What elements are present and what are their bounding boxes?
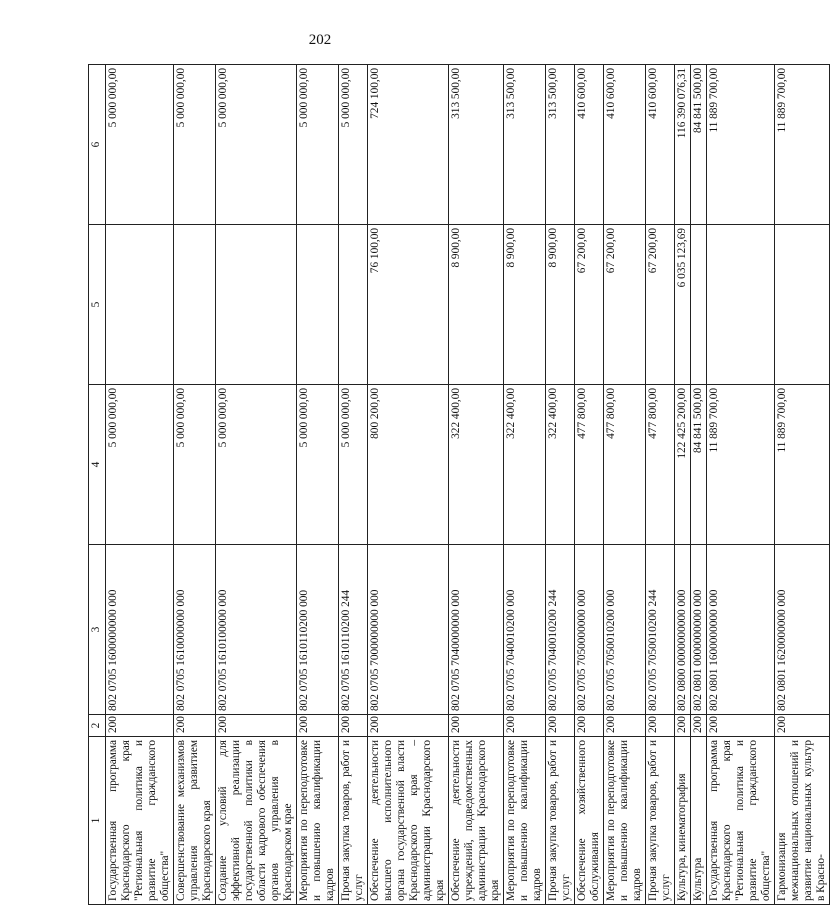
row-category: 200 <box>339 715 368 737</box>
row-col4: 84 841 500,00 <box>691 385 707 545</box>
row-col4: 322 400,00 <box>504 385 546 545</box>
row-col6: 410 600,00 <box>646 65 675 225</box>
row-code: 802 0800 0000000000 000 <box>675 545 691 715</box>
table-row <box>604 65 646 905</box>
row-col6: 313 500,00 <box>449 65 504 225</box>
row-col4: 477 800,00 <box>604 385 646 545</box>
row-col5: 67 200,00 <box>575 225 604 385</box>
row-col6: 410 600,00 <box>575 65 604 225</box>
row-code: 802 0801 1600000000 000 <box>707 545 775 715</box>
header-col-3: 3 <box>89 545 106 715</box>
row-col6: 5 000 000,00 <box>174 65 216 225</box>
row-name: Мероприятия по переподготовке и повышению квалификации кадров <box>297 737 339 905</box>
row-col6: 410 600,00 <box>604 65 646 225</box>
row-category: 200 <box>604 715 646 737</box>
row-name: Обеспечение деятельности учреждений, подведомственных администрации Краснодарского края <box>449 737 504 905</box>
row-code: 802 0801 0000000000 000 <box>691 545 707 715</box>
row-col5 <box>216 225 297 385</box>
row-col4: 5 000 000,00 <box>297 385 339 545</box>
row-name: Гармонизация межнациональных отношений и развитие национальных культур в Красно- <box>775 737 830 905</box>
table-row <box>216 65 297 905</box>
table-row <box>675 65 691 905</box>
table-row <box>106 65 174 905</box>
budget-table <box>88 64 830 905</box>
row-col4: 322 400,00 <box>546 385 575 545</box>
row-category: 200 <box>575 715 604 737</box>
row-name: Прочая закупка товаров, работ и услуг <box>546 737 575 905</box>
row-name: Прочая закупка товаров, работ и услуг <box>339 737 368 905</box>
table-row <box>368 65 449 905</box>
row-col5 <box>297 225 339 385</box>
row-col6: 11 889 700,00 <box>707 65 775 225</box>
row-col6: 116 390 076,31 <box>675 65 691 225</box>
row-col6: 84 841 500,00 <box>691 65 707 225</box>
row-category: 200 <box>449 715 504 737</box>
row-col5 <box>174 225 216 385</box>
row-category: 200 <box>174 715 216 737</box>
header-col-1: 1 <box>89 737 106 905</box>
page-number: 202 <box>308 32 332 48</box>
table-row <box>707 65 775 905</box>
header-row <box>89 65 106 905</box>
row-category: 200 <box>216 715 297 737</box>
row-code: 802 0705 1610110200 000 <box>297 545 339 715</box>
row-code: 802 0705 1610100000 000 <box>216 545 297 715</box>
row-col5: 67 200,00 <box>604 225 646 385</box>
row-col5 <box>691 225 707 385</box>
row-code: 802 0801 1620000000 000 <box>775 545 830 715</box>
row-code: 802 0705 7050010200 000 <box>604 545 646 715</box>
row-col6: 313 500,00 <box>546 65 575 225</box>
table-row <box>691 65 707 905</box>
row-col6: 5 000 000,00 <box>216 65 297 225</box>
row-name: Культура <box>691 737 707 905</box>
row-col4: 322 400,00 <box>449 385 504 545</box>
row-col4: 800 200,00 <box>368 385 449 545</box>
row-col4: 477 800,00 <box>575 385 604 545</box>
table-row <box>174 65 216 905</box>
row-col5: 8 900,00 <box>504 225 546 385</box>
row-name: Создание условий для эффективной реализации государственной политики в области кадрового обеспечения органов управления в Краснодарском крае <box>216 737 297 905</box>
row-col6: 5 000 000,00 <box>297 65 339 225</box>
row-col5 <box>707 225 775 385</box>
row-col6: 11 889 700,00 <box>775 65 830 225</box>
table-row <box>449 65 504 905</box>
row-col5 <box>106 225 174 385</box>
row-code: 802 0705 7050000000 000 <box>575 545 604 715</box>
row-code: 802 0705 1610000000 000 <box>174 545 216 715</box>
row-code: 802 0705 7050010200 244 <box>646 545 675 715</box>
row-category: 200 <box>368 715 449 737</box>
row-col5: 8 900,00 <box>546 225 575 385</box>
row-name: Обеспечение хозяйственного обслуживания <box>575 737 604 905</box>
row-category: 200 <box>646 715 675 737</box>
row-category: 200 <box>691 715 707 737</box>
header-col-5: 5 <box>89 225 106 385</box>
row-category: 200 <box>504 715 546 737</box>
row-col4: 5 000 000,00 <box>174 385 216 545</box>
row-category: 200 <box>675 715 691 737</box>
row-category: 200 <box>297 715 339 737</box>
row-col6: 313 500,00 <box>504 65 546 225</box>
row-code: 802 0705 1600000000 000 <box>106 545 174 715</box>
row-col6: 5 000 000,00 <box>106 65 174 225</box>
row-category: 200 <box>546 715 575 737</box>
row-col4: 5 000 000,00 <box>339 385 368 545</box>
row-name: Культура, кинематография <box>675 737 691 905</box>
budget-table-rotated <box>88 65 827 905</box>
row-code: 802 0705 7040010200 244 <box>546 545 575 715</box>
table-row <box>575 65 604 905</box>
row-category: 200 <box>707 715 775 737</box>
header-col-6: 6 <box>89 65 106 225</box>
row-name: Прочая закупка товаров, работ и услуг <box>646 737 675 905</box>
row-category: 200 <box>106 715 174 737</box>
row-category: 200 <box>775 715 830 737</box>
row-col4: 11 889 700,00 <box>775 385 830 545</box>
table-body <box>106 65 830 905</box>
row-col5: 67 200,00 <box>646 225 675 385</box>
table-row <box>297 65 339 905</box>
row-name: Мероприятия по переподготовке и повышению квалификации кадров <box>504 737 546 905</box>
row-col4: 477 800,00 <box>646 385 675 545</box>
row-name: Совершенствование механизмов управления развитием Краснодарского края <box>174 737 216 905</box>
header-col-4: 4 <box>89 385 106 545</box>
row-col5 <box>775 225 830 385</box>
row-col4: 5 000 000,00 <box>216 385 297 545</box>
row-col4: 122 425 200,00 <box>675 385 691 545</box>
row-code: 802 0705 7040000000 000 <box>449 545 504 715</box>
row-code: 802 0705 7040010200 000 <box>504 545 546 715</box>
row-col4: 5 000 000,00 <box>106 385 174 545</box>
row-name: Мероприятия по переподготовке и повышению квалификации кадров <box>604 737 646 905</box>
table-row <box>339 65 368 905</box>
table-row <box>646 65 675 905</box>
table-row <box>775 65 830 905</box>
row-col6: 5 000 000,00 <box>339 65 368 225</box>
table-row <box>546 65 575 905</box>
table-row <box>504 65 546 905</box>
row-col5 <box>339 225 368 385</box>
row-code: 802 0705 1610110200 244 <box>339 545 368 715</box>
row-col4: 11 889 700,00 <box>707 385 775 545</box>
row-col5: 8 900,00 <box>449 225 504 385</box>
header-col-2: 2 <box>89 715 106 737</box>
row-name: Государственная программа Краснодарского края "Региональная политика и развитие гражданского общества" <box>106 737 174 905</box>
row-name: Государственная программа Краснодарского края "Региональная политика и развитие гражданского общества" <box>707 737 775 905</box>
row-col5: 6 035 123,69 <box>675 225 691 385</box>
row-col5: 76 100,00 <box>368 225 449 385</box>
row-name: Обеспечение деятельности высшего исполнительного органа государственной власти Краснодарского края – администрации Краснодарского края <box>368 737 449 905</box>
row-col6: 724 100,00 <box>368 65 449 225</box>
row-code: 802 0705 7000000000 000 <box>368 545 449 715</box>
